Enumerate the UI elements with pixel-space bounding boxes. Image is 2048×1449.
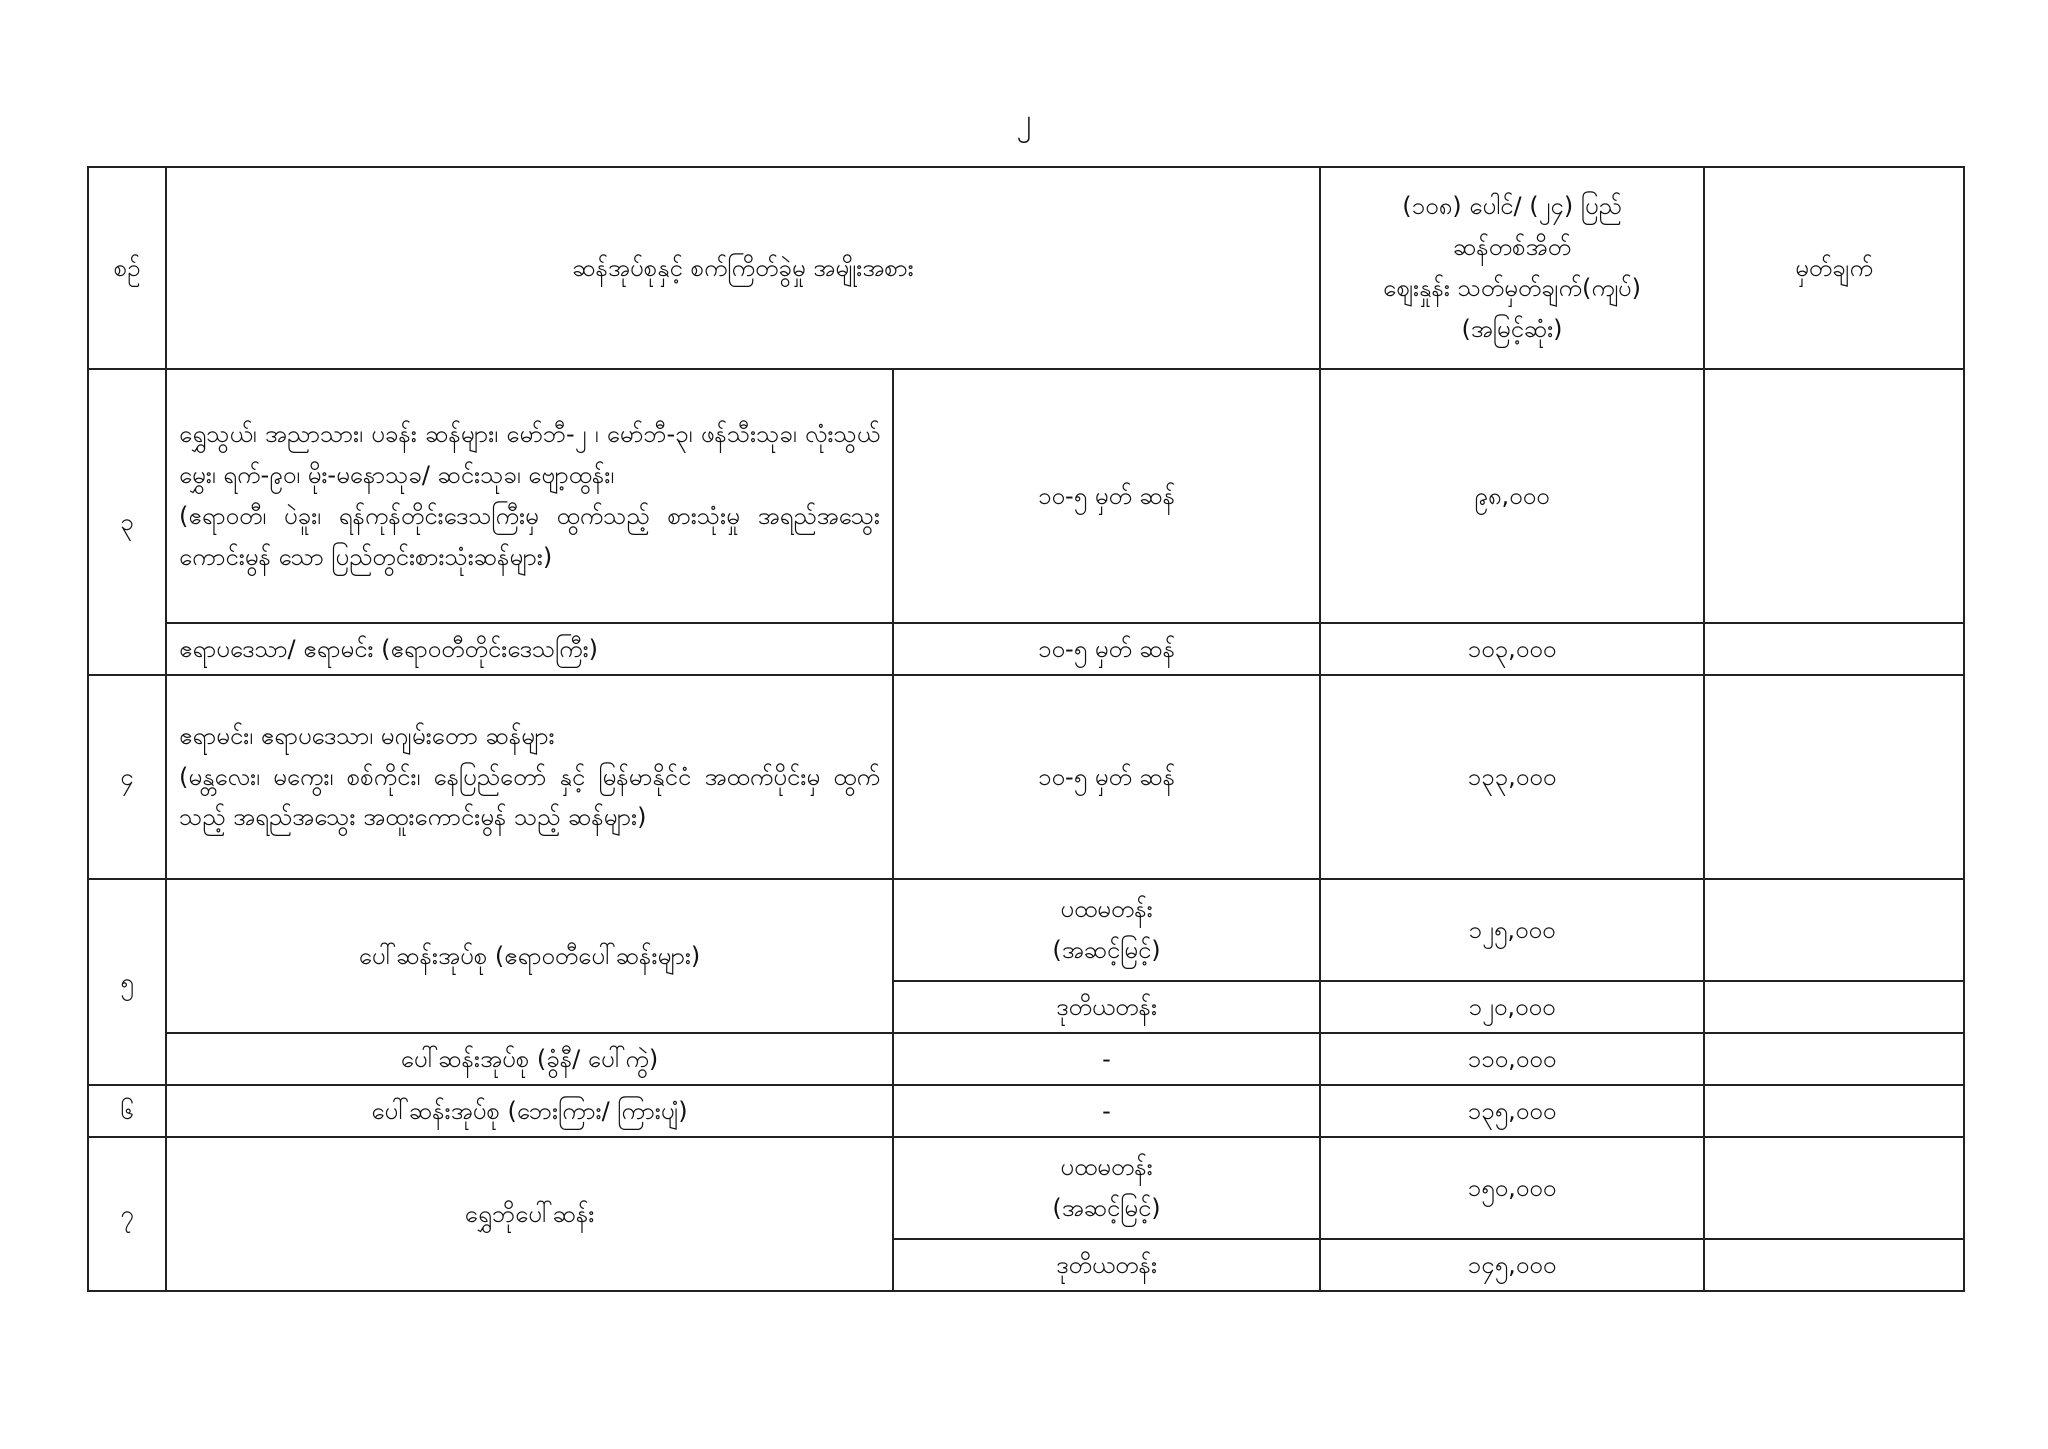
price-cell: ၁၄၅,၀၀၀ — [1320, 1239, 1704, 1291]
price-cell: ၁၃၃,၀၀၀ — [1320, 675, 1704, 879]
price-cell: ၁၀၃,၀၀၀ — [1320, 623, 1704, 675]
grade-cell: ၁၀-၅ မှတ် ဆန် — [893, 369, 1320, 623]
remark-cell — [1704, 1239, 1964, 1291]
header-no: စဉ် — [88, 167, 166, 369]
remark-cell — [1704, 623, 1964, 675]
grade-cell: - — [893, 1085, 1320, 1137]
grade-cell: ၁၀-၅ မှတ် ဆန် — [893, 675, 1320, 879]
header-price-line: (အမြင့်ဆုံး) — [1461, 314, 1563, 343]
grade-cell: ၁၀-၅ မှတ် ဆန် — [893, 623, 1320, 675]
grade-line: (အဆင့်မြင့်) — [1052, 936, 1161, 964]
price-cell: ၁၃၅,၀၀၀ — [1320, 1085, 1704, 1137]
grade-cell — [893, 1137, 1320, 1239]
rice-type-desc: ရွှေဘိုပေါ်ဆန်း — [166, 1137, 893, 1291]
remark-cell — [1704, 369, 1964, 623]
table-row — [88, 1137, 1964, 1239]
table-row — [88, 675, 1964, 879]
rice-type-desc: ဧရာပဒေသာ/ ဧရာမင်း (ဧရာဝတီတိုင်းဒေသကြီး) — [166, 623, 893, 675]
grade-cell: - — [893, 1033, 1320, 1085]
header-price — [1320, 167, 1704, 369]
price-cell: ၉၈,၀၀၀ — [1320, 369, 1704, 623]
remark-cell — [1704, 1137, 1964, 1239]
header-rice-type: ဆန်အုပ်စုနှင့် စက်ကြိတ်ခွဲမှု အမျိုးအစား — [166, 167, 1320, 369]
row-number: ၅ — [88, 879, 166, 1085]
header-price-line: ဈေးနှုန်း သတ်မှတ်ချက်(ကျပ်) — [1383, 274, 1641, 302]
header-price-line: (၁၀၈) ပေါင်/ (၂၄) ပြည် — [1402, 192, 1622, 221]
price-cell: ၁၂၅,၀၀၀ — [1320, 879, 1704, 981]
header-price-line: ဆန်တစ်အိတ် — [1453, 233, 1571, 262]
table-row — [88, 879, 1964, 981]
price-cell: ၁၂၀,၀၀၀ — [1320, 981, 1704, 1033]
table-row — [88, 369, 1964, 623]
row-number: ၄ — [88, 675, 166, 879]
grade-cell: ဒုတိယတန်း — [893, 981, 1320, 1033]
remark-cell — [1704, 675, 1964, 879]
table-header-row — [88, 167, 1964, 369]
desc-line: ဧရာမင်း၊ ဧရာပဒေသာ၊ မဂျမ်းတော ဆန်များ — [179, 721, 555, 750]
rice-price-table — [87, 166, 1965, 1292]
rice-type-desc: ပေါ်ဆန်းအုပ်စု (ခွံနီ/ ပေါ်ကွဲ) — [166, 1033, 893, 1085]
remark-cell — [1704, 1085, 1964, 1137]
table-row — [88, 1033, 1964, 1085]
table-row — [88, 623, 1964, 675]
row-number: ၆ — [88, 1085, 166, 1137]
row-number: ၃ — [88, 369, 166, 675]
row-number: ၇ — [88, 1137, 166, 1291]
page-number: ၂ — [1016, 103, 1032, 138]
price-cell: ၁၅၀,၀၀၀ — [1320, 1137, 1704, 1239]
grade-line: (အဆင့်မြင့်) — [1052, 1194, 1161, 1222]
grade-line: ပထမတန်း — [1060, 1153, 1153, 1182]
table-row — [88, 1085, 1964, 1137]
remark-cell — [1704, 981, 1964, 1033]
desc-line: (ဧရာဝတီ၊ ပဲခူး၊ ရန်ကုန်တိုင်းဒေသကြီးမှ ထွက်သည့် စားသုံးမှု အရည်အသွေး ကောင်းမွန် သော ပြည်တွင်းစားသုံးဆန်များ) — [179, 502, 880, 571]
remark-cell — [1704, 879, 1964, 981]
price-cell: ၁၁၀,၀၀၀ — [1320, 1033, 1704, 1085]
grade-cell — [893, 879, 1320, 981]
grade-line: ပထမတန်း — [1060, 895, 1153, 924]
desc-line: ရွှေသွယ်၊ အညာသား၊ ပခန်း ဆန်များ၊ မော်ဘီ-၂ ၊ မော်ဘီ-၃၊ ဖန်သီးသုခ၊ လုံးသွယ်မွှေး၊ ရက်-၉၀၊ မိုး-မနောသုခ/ ဆင်းသုခ၊ ဗျော့ထွန်း၊ — [179, 420, 880, 490]
rice-type-desc: ပေါ်ဆန်းအုပ်စု (ဧရာဝတီပေါ်ဆန်းများ) — [166, 879, 893, 1033]
remark-cell — [1704, 1033, 1964, 1085]
rice-type-desc — [166, 369, 893, 623]
grade-cell: ဒုတိယတန်း — [893, 1239, 1320, 1291]
rice-type-desc — [166, 675, 893, 879]
rice-type-desc: ပေါ်ဆန်းအုပ်စု (ဘေးကြား/ ကြားပျံ) — [166, 1085, 893, 1137]
header-remark: မှတ်ချက် — [1704, 167, 1964, 369]
desc-line: (မန္တလေး၊ မကွေး၊ စစ်ကိုင်း၊ နေပြည်တော် နှင့် မြန်မာနိုင်ငံ အထက်ပိုင်းမှ ထွက်သည့် အရည်အသွေး အထူးကောင်းမွန် သည့် ဆန်များ) — [179, 762, 880, 832]
